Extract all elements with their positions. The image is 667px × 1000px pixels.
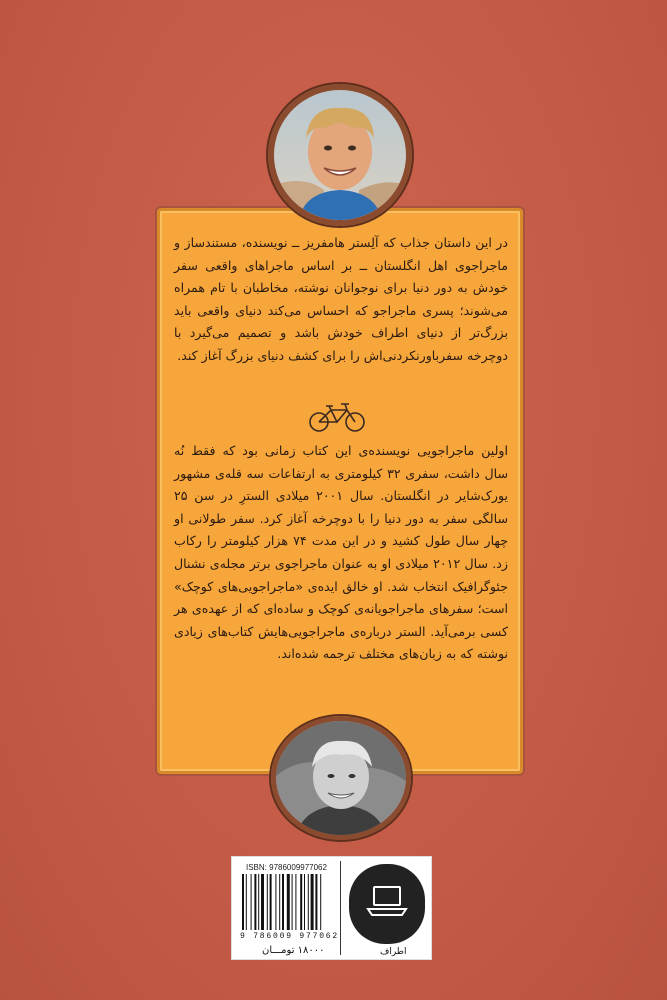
barcode-bar	[315, 874, 317, 930]
barcode-bar	[300, 874, 302, 930]
bicycle-icon	[305, 400, 369, 434]
barcode-bar	[246, 874, 247, 930]
barcode-label	[231, 856, 432, 960]
barcode-bar	[308, 874, 309, 930]
barcode-bar	[258, 874, 259, 930]
barcode-digits: 9 786009 977062	[240, 932, 340, 941]
laptop-icon	[346, 861, 428, 949]
barcode	[240, 874, 336, 932]
barcode-bar	[254, 874, 256, 930]
barcode-bar	[287, 874, 290, 930]
barcode-bar	[242, 874, 244, 930]
barcode-bar	[320, 874, 321, 930]
barcode-bar	[282, 874, 284, 930]
barcode-bar	[304, 874, 305, 930]
divider	[340, 861, 341, 955]
barcode-bar	[261, 874, 264, 930]
author-photo-child	[271, 716, 411, 840]
barcode-bar	[279, 874, 280, 930]
barcode-bar	[275, 874, 276, 930]
barcode-bar	[270, 874, 272, 930]
isbn-text: ISBN: 9786009977062	[246, 863, 327, 872]
barcode-bar	[267, 874, 268, 930]
author-photo-adult	[268, 84, 412, 226]
publisher-name: اطراف	[380, 947, 407, 957]
barcode-bar	[311, 874, 314, 930]
blurb-paragraph-2: اولین ماجراجویی نویسنده‌ی این کتاب زمانی بود که فقط نُه سال داشت، سفری ۳۲ کیلومتری به ارتفاعات سه قله‌ی مشهور یورک‌شایر در انگلستان. سال ۲۰۰۱ میلادی السترِ در سن ۲۵ سالگی سفر به دور دنیا را با دوچرخه آغاز کرد. سفر طولانی او چهار سال طول کشید و در این مدت ۷۴ هزار کیلومتر را رکاب زد. سال ۲۰۱۲ میلادی او به عنوان ماجراجوی برتر مجله‌ی نشنال جئوگرافیک انتخاب شد. او خالق ایده‌ی «ماجراجویی‌های کوچک» است؛ سفرهای ماجراجویانه‌ی کوچک و ساده‌ای که از عهده‌ی هر کسی برمی‌آید. الستر درباره‌ی ماجراجویی‌هایش کتاب‌های زیادی نوشته که به زبان‌های مختلف ترجمه شده‌اند.	[174, 443, 509, 662]
blurb-paragraph-1: در این داستان جذاب که آلِستر هامفریز ــ نویسنده، مستندساز و ماجراجوی اهل انگلستان ــ بر اساس ماجراهای واقعی سفر خودش به دور دنیا برای نوجوانان نوشته، مخاطبان با تام همراه می‌شوند؛ پسری ماجراجو که احساس می‌کند دنیای واقعی باید بزرگ‌تر از دنیای اطراف خودش باشد و تصمیم می‌گیرد با دوچرخه سفرباورنکردنی‌اش را برای کشف دنیای بزرگ آغاز کند.	[174, 235, 508, 363]
barcode-bar	[295, 874, 296, 930]
barcode-bar	[292, 874, 293, 930]
price-text: ۱۸۰۰۰ تومـــان	[262, 945, 325, 956]
barcode-bar	[251, 874, 252, 930]
